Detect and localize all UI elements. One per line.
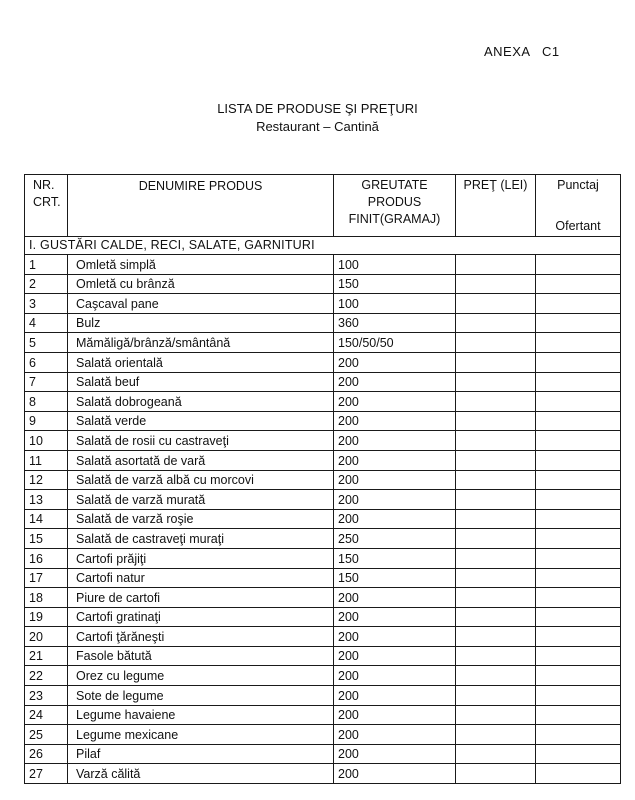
product-weight: 200 xyxy=(334,392,456,412)
product-points-cell xyxy=(536,509,621,529)
product-name: Cartofi gratinaţi xyxy=(68,607,334,627)
title-line-2: Restaurant – Cantină xyxy=(256,119,379,134)
product-weight: 200 xyxy=(334,450,456,470)
product-points-cell xyxy=(536,666,621,686)
product-points-cell xyxy=(536,470,621,490)
table-row xyxy=(25,646,621,666)
product-name: Sote de legume xyxy=(68,686,334,706)
product-weight: 200 xyxy=(334,646,456,666)
annex-label: ANEXA C1 xyxy=(484,44,560,59)
product-points-cell xyxy=(536,725,621,745)
row-number: 12 xyxy=(25,470,68,490)
product-name: Salată verde xyxy=(68,411,334,431)
product-name: Mămăligă/brânză/smântână xyxy=(68,333,334,353)
product-weight: 200 xyxy=(334,627,456,647)
product-weight: 200 xyxy=(334,509,456,529)
product-weight: 250 xyxy=(334,529,456,549)
table-row xyxy=(25,490,621,510)
product-weight: 200 xyxy=(334,411,456,431)
product-name: Legume havaiene xyxy=(68,705,334,725)
table-row xyxy=(25,744,621,764)
document-title xyxy=(0,100,635,136)
product-name: Salată orientală xyxy=(68,352,334,372)
product-points-cell xyxy=(536,392,621,412)
table-row xyxy=(25,725,621,745)
table-row xyxy=(25,470,621,490)
header-weight: GREUTATE PRODUS FINIT(GRAMAJ) xyxy=(334,175,456,237)
header-points-top: Punctaj xyxy=(557,178,599,192)
row-number: 23 xyxy=(25,686,68,706)
product-name: Salată de varză roşie xyxy=(68,509,334,529)
table-row xyxy=(25,313,621,333)
product-price-cell xyxy=(456,548,536,568)
product-name: Orez cu legume xyxy=(68,666,334,686)
row-number: 2 xyxy=(25,274,68,294)
product-name: Cartofi natur xyxy=(68,568,334,588)
product-name: Salată de varză murată xyxy=(68,490,334,510)
product-points-cell xyxy=(536,431,621,451)
product-weight: 200 xyxy=(334,764,456,784)
product-points-cell xyxy=(536,686,621,706)
product-name: Salată de castraveţi muraţi xyxy=(68,529,334,549)
product-points-cell xyxy=(536,588,621,608)
row-number: 15 xyxy=(25,529,68,549)
product-name: Salată de varză albă cu morcovi xyxy=(68,470,334,490)
product-price-cell xyxy=(456,588,536,608)
table-row xyxy=(25,548,621,568)
product-price-cell xyxy=(456,725,536,745)
product-name: Caşcaval pane xyxy=(68,294,334,314)
product-name: Omletă simplă xyxy=(68,255,334,275)
row-number: 17 xyxy=(25,568,68,588)
table-row xyxy=(25,255,621,275)
table-row xyxy=(25,392,621,412)
product-price-cell xyxy=(456,470,536,490)
product-price-cell xyxy=(456,450,536,470)
header-points xyxy=(536,175,621,237)
product-name: Varză călită xyxy=(68,764,334,784)
product-points-cell xyxy=(536,333,621,353)
product-weight: 200 xyxy=(334,607,456,627)
product-weight: 200 xyxy=(334,352,456,372)
product-points-cell xyxy=(536,411,621,431)
row-number: 7 xyxy=(25,372,68,392)
row-number: 22 xyxy=(25,666,68,686)
product-weight: 150 xyxy=(334,548,456,568)
product-points-cell xyxy=(536,607,621,627)
product-points-cell xyxy=(536,450,621,470)
product-points-cell xyxy=(536,627,621,647)
product-points-cell xyxy=(536,568,621,588)
row-number: 26 xyxy=(25,744,68,764)
table-row xyxy=(25,627,621,647)
product-name: Cartofi ţărăneşti xyxy=(68,627,334,647)
product-weight: 150 xyxy=(334,274,456,294)
row-number: 11 xyxy=(25,450,68,470)
product-weight: 200 xyxy=(334,431,456,451)
row-number: 25 xyxy=(25,725,68,745)
product-price-cell xyxy=(456,313,536,333)
product-name: Fasole bătută xyxy=(68,646,334,666)
row-number: 19 xyxy=(25,607,68,627)
product-name: Piure de cartofi xyxy=(68,588,334,608)
table-row xyxy=(25,568,621,588)
product-price-cell xyxy=(456,666,536,686)
product-price-cell xyxy=(456,744,536,764)
row-number: 9 xyxy=(25,411,68,431)
product-price-cell xyxy=(456,646,536,666)
product-weight: 200 xyxy=(334,744,456,764)
product-points-cell xyxy=(536,705,621,725)
product-points-cell xyxy=(536,764,621,784)
table-row xyxy=(25,333,621,353)
header-nr: NR. CRT. xyxy=(25,175,68,237)
product-weight: 150/50/50 xyxy=(334,333,456,353)
product-price-cell xyxy=(456,333,536,353)
product-price-cell xyxy=(456,490,536,510)
product-price-cell xyxy=(456,705,536,725)
row-number: 27 xyxy=(25,764,68,784)
product-price-cell xyxy=(456,627,536,647)
product-name: Cartofi prăjiţi xyxy=(68,548,334,568)
table-header-row xyxy=(25,175,621,237)
product-points-cell xyxy=(536,294,621,314)
table-row xyxy=(25,686,621,706)
product-points-cell xyxy=(536,274,621,294)
product-weight: 200 xyxy=(334,666,456,686)
table-row xyxy=(25,509,621,529)
product-price-cell xyxy=(456,352,536,372)
table-row xyxy=(25,372,621,392)
product-price-cell xyxy=(456,372,536,392)
row-number: 24 xyxy=(25,705,68,725)
product-points-cell xyxy=(536,255,621,275)
section-row xyxy=(25,237,621,255)
product-weight: 200 xyxy=(334,705,456,725)
table-row xyxy=(25,588,621,608)
row-number: 1 xyxy=(25,255,68,275)
title-line-1: LISTA DE PRODUSE ŞI PREŢURI xyxy=(217,101,418,116)
row-number: 4 xyxy=(25,313,68,333)
product-name: Salată de rosii cu castraveţi xyxy=(68,431,334,451)
product-name: Salată beuf xyxy=(68,372,334,392)
product-weight: 200 xyxy=(334,725,456,745)
product-points-cell xyxy=(536,372,621,392)
product-points-cell xyxy=(536,529,621,549)
product-points-cell xyxy=(536,744,621,764)
header-points-bottom: Ofertant xyxy=(555,219,601,233)
table-row xyxy=(25,274,621,294)
product-name: Legume mexicane xyxy=(68,725,334,745)
product-points-cell xyxy=(536,548,621,568)
product-weight: 150 xyxy=(334,568,456,588)
product-table xyxy=(24,174,621,784)
table-row xyxy=(25,450,621,470)
table-row xyxy=(25,294,621,314)
header-price: PREŢ (LEI) xyxy=(456,175,536,237)
table-row xyxy=(25,666,621,686)
product-price-cell xyxy=(456,764,536,784)
product-price-cell xyxy=(456,529,536,549)
header-name: DENUMIRE PRODUS xyxy=(68,175,334,237)
table-row xyxy=(25,764,621,784)
product-price-cell xyxy=(456,294,536,314)
product-weight: 100 xyxy=(334,255,456,275)
product-price-cell xyxy=(456,509,536,529)
product-weight: 200 xyxy=(334,372,456,392)
product-points-cell xyxy=(536,352,621,372)
row-number: 20 xyxy=(25,627,68,647)
product-name: Salată dobrogeană xyxy=(68,392,334,412)
section-title: I. GUSTĂRI CALDE, RECI, SALATE, GARNITURI xyxy=(25,237,621,255)
row-number: 13 xyxy=(25,490,68,510)
table-row xyxy=(25,529,621,549)
product-weight: 200 xyxy=(334,490,456,510)
product-weight: 100 xyxy=(334,294,456,314)
product-name: Salată asortată de vară xyxy=(68,450,334,470)
table-row xyxy=(25,411,621,431)
row-number: 21 xyxy=(25,646,68,666)
table-row xyxy=(25,431,621,451)
product-price-cell xyxy=(456,568,536,588)
product-weight: 200 xyxy=(334,588,456,608)
row-number: 6 xyxy=(25,352,68,372)
product-name: Omletă cu brânză xyxy=(68,274,334,294)
row-number: 5 xyxy=(25,333,68,353)
product-points-cell xyxy=(536,490,621,510)
row-number: 18 xyxy=(25,588,68,608)
product-points-cell xyxy=(536,313,621,333)
product-price-cell xyxy=(456,607,536,627)
product-price-cell xyxy=(456,411,536,431)
product-price-cell xyxy=(456,392,536,412)
product-price-cell xyxy=(456,686,536,706)
row-number: 10 xyxy=(25,431,68,451)
row-number: 14 xyxy=(25,509,68,529)
product-name: Pilaf xyxy=(68,744,334,764)
row-number: 8 xyxy=(25,392,68,412)
row-number: 3 xyxy=(25,294,68,314)
row-number: 16 xyxy=(25,548,68,568)
product-name: Bulz xyxy=(68,313,334,333)
table-row xyxy=(25,607,621,627)
product-weight: 360 xyxy=(334,313,456,333)
product-price-cell xyxy=(456,431,536,451)
product-weight: 200 xyxy=(334,470,456,490)
product-weight: 200 xyxy=(334,686,456,706)
table-row xyxy=(25,705,621,725)
product-price-cell xyxy=(456,255,536,275)
product-points-cell xyxy=(536,646,621,666)
product-price-cell xyxy=(456,274,536,294)
table-row xyxy=(25,352,621,372)
